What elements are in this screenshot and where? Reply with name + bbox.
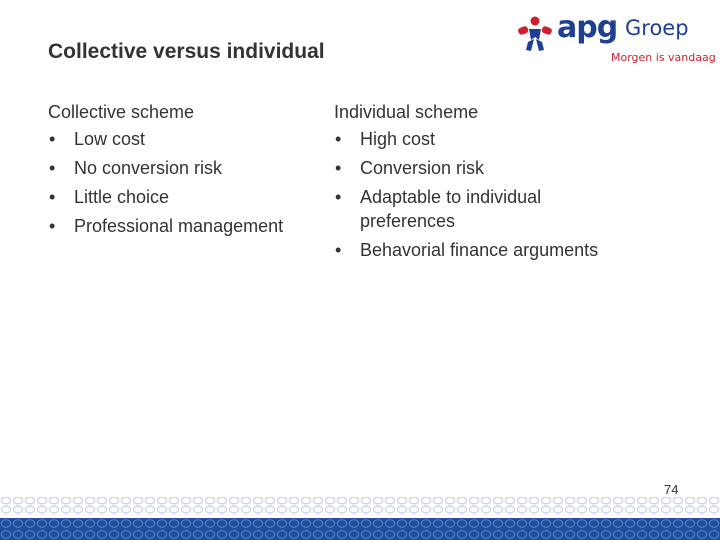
slide-title: Collective versus individual (48, 40, 325, 63)
collective-item (48, 214, 328, 238)
apg-groep-logo (515, 10, 716, 70)
individual-item-text: Behavorial finance arguments (360, 240, 599, 260)
individual-list (334, 127, 634, 262)
collective-item-text: No conversion risk (74, 158, 223, 178)
individual-item (334, 238, 634, 262)
person-figure-icon (515, 16, 555, 52)
individual-item (334, 185, 634, 233)
footer-band (0, 496, 720, 540)
logo-suffix-text: Groep (625, 16, 689, 40)
footer-ring-pattern-top (0, 496, 720, 516)
logo-tagline: Morgen is vandaag (611, 51, 716, 64)
individual-item (334, 156, 634, 180)
individual-heading: Individual scheme (334, 102, 479, 122)
collective-column (48, 99, 328, 243)
individual-item-text: High cost (360, 129, 436, 149)
individual-item-text: Conversion risk (360, 158, 485, 178)
bullet-marker: • (335, 240, 342, 260)
collective-item (48, 156, 328, 180)
bullet-marker: • (49, 158, 56, 178)
collective-item-text: Professional management (74, 216, 284, 236)
individual-item-text: Adaptable to individual preferences (360, 187, 542, 231)
collective-item (48, 127, 328, 151)
page-number: 74 (664, 482, 679, 497)
collective-heading: Collective scheme (48, 102, 195, 122)
collective-item-text: Little choice (74, 187, 170, 207)
footer-ring-pattern-bottom (0, 518, 720, 540)
bullet-marker: • (335, 158, 342, 178)
collective-item-text: Low cost (74, 129, 146, 149)
bullet-marker: • (49, 187, 56, 207)
bullet-marker: • (49, 129, 56, 149)
logo-brand-text: apg (557, 10, 618, 45)
collective-list (48, 127, 328, 238)
individual-item (334, 127, 634, 151)
collective-item (48, 185, 328, 209)
bullet-marker: • (335, 129, 342, 149)
individual-column (334, 99, 634, 267)
bullet-marker: • (335, 187, 342, 207)
bullet-marker: • (49, 216, 56, 236)
